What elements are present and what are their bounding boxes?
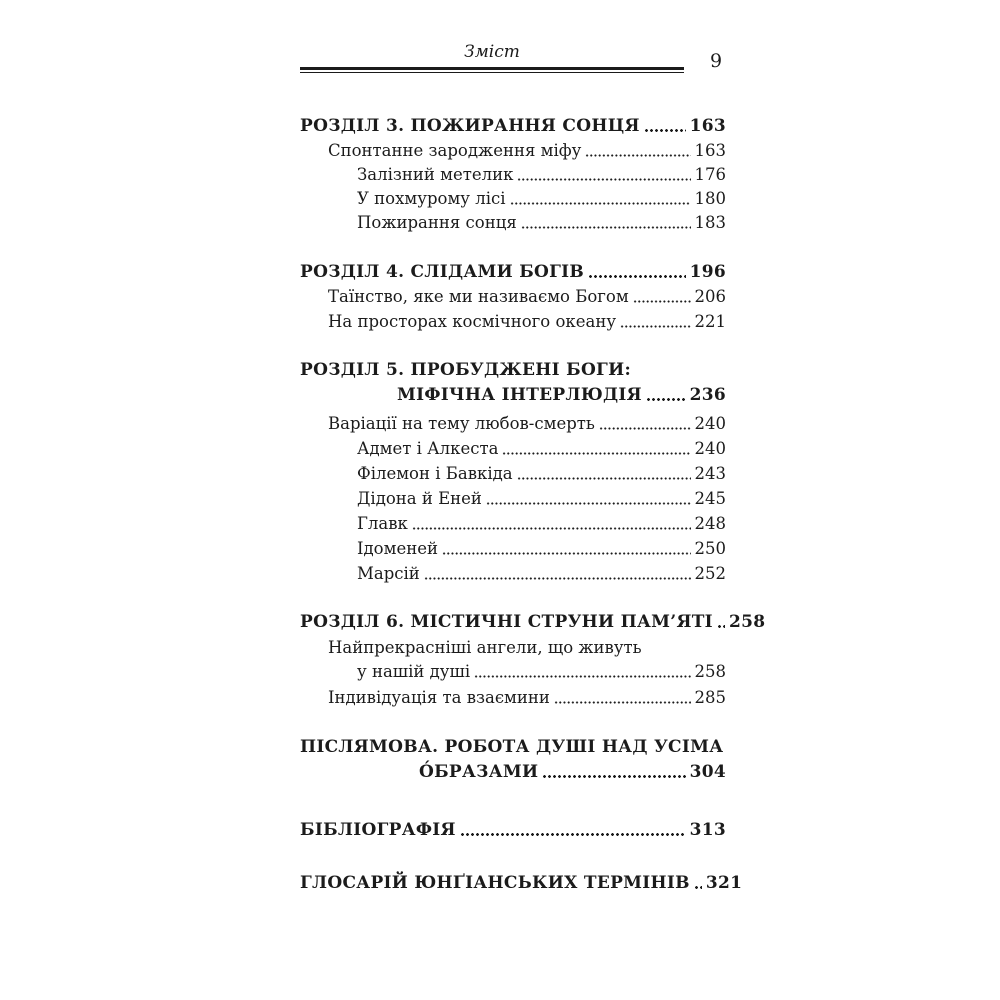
- dot-leader: [517, 178, 690, 181]
- toc-title: Пожирання сонця: [357, 213, 517, 232]
- toc-page: 252: [694, 564, 726, 583]
- toc-page: 240: [694, 439, 726, 458]
- dot-leader: [633, 300, 691, 303]
- toc-page: 183: [694, 213, 726, 232]
- toc-subsection-admetus[interactable]: [357, 437, 726, 461]
- toc-page: 196: [689, 262, 726, 282]
- toc-title: Дідона й Еней: [357, 489, 482, 508]
- toc-title: РОЗДІЛ 4. СЛІДАМИ БОГІВ: [300, 262, 585, 282]
- toc-afterword-line1[interactable]: ПІСЛЯМОВА. РОБОТА ДУШІ НАД УСІМА: [300, 737, 724, 757]
- toc-title: Ідоменей: [357, 539, 438, 558]
- toc-section-angels[interactable]: [357, 660, 726, 684]
- toc-section-individuation[interactable]: [328, 686, 726, 710]
- toc-subsection-devouring-sun[interactable]: [357, 211, 726, 235]
- toc-page: 258: [728, 612, 766, 632]
- toc-title: РОЗДІЛ 3. ПОЖИРАННЯ СОНЦЯ: [300, 116, 640, 136]
- dot-leader: [588, 275, 686, 278]
- book-page: [300, 0, 766, 1000]
- toc-section-mystery-god[interactable]: [328, 285, 726, 309]
- toc-page: 321: [705, 873, 743, 893]
- toc-bibliography[interactable]: [300, 818, 726, 842]
- toc-page: 245: [694, 489, 726, 508]
- toc-chapter-5[interactable]: [397, 383, 726, 407]
- toc-page: 240: [694, 414, 726, 433]
- dot-leader: [644, 129, 686, 132]
- toc-title: БІБЛІОГРАФІЯ: [300, 820, 456, 840]
- dot-leader: [646, 398, 686, 401]
- toc-title: Главк: [357, 514, 408, 533]
- toc-title: Таїнство, яке ми називаємо Богом: [328, 287, 629, 306]
- dot-leader: [599, 427, 691, 430]
- toc-page: 285: [694, 688, 726, 707]
- toc-title: Марсій: [357, 564, 420, 583]
- toc-section-myth-origin[interactable]: [328, 139, 726, 163]
- toc-chapter-6[interactable]: [300, 610, 766, 634]
- toc-section-love-death[interactable]: [328, 412, 726, 436]
- dot-leader: [585, 154, 690, 157]
- toc-title: Залізний метелик: [357, 165, 514, 184]
- dot-leader: [486, 502, 691, 505]
- toc-title: РОЗДІЛ 6. МІСТИЧНІ СТРУНИ ПАМ’ЯТІ: [300, 612, 713, 632]
- dot-leader: [717, 625, 725, 628]
- toc-subsection-iron-butterfly[interactable]: [357, 163, 726, 187]
- dot-leader: [460, 833, 686, 836]
- dot-leader: [424, 577, 691, 580]
- toc-title: Варіації на тему любов-смерть: [328, 414, 595, 433]
- toc-page: 313: [689, 820, 726, 840]
- toc-page: 258: [694, 662, 726, 681]
- toc-page: 163: [689, 116, 726, 136]
- toc-subsection-dido[interactable]: [357, 487, 726, 511]
- toc-chapter-5-line1[interactable]: РОЗДІЛ 5. ПРОБУДЖЕНІ БОГИ:: [300, 360, 632, 380]
- toc-page: 243: [694, 464, 726, 483]
- toc-page: 304: [689, 762, 726, 782]
- header-rule-thin: [300, 72, 684, 73]
- page-number: 9: [710, 50, 723, 72]
- toc-glossary[interactable]: [300, 871, 743, 895]
- toc-subsection-gloomy-forest[interactable]: [357, 187, 726, 211]
- toc-title: Спонтанне зародження міфу: [328, 141, 582, 160]
- dot-leader: [442, 552, 691, 555]
- toc-subsection-idomeneus[interactable]: [357, 537, 726, 561]
- toc-subsection-marsyas[interactable]: [357, 562, 726, 586]
- dot-leader: [517, 477, 691, 480]
- toc-title: У похмурому лісі: [357, 189, 506, 208]
- toc-page: 206: [694, 287, 726, 306]
- toc-section-cosmic-ocean[interactable]: [328, 310, 726, 334]
- toc-subsection-philemon[interactable]: [357, 462, 726, 486]
- toc-subsection-glaucus[interactable]: [357, 512, 726, 536]
- toc-title: Філемон і Бавкіда: [357, 464, 513, 483]
- dot-leader: [521, 226, 691, 229]
- dot-leader: [502, 452, 690, 455]
- toc-title: О́БРАЗАМИ: [419, 762, 539, 782]
- toc-afterword[interactable]: [419, 760, 726, 784]
- dot-leader: [510, 202, 691, 205]
- dot-leader: [474, 675, 690, 678]
- toc-title: ГЛОСАРІЙ ЮНҐІАНСЬКИХ ТЕРМІНІВ: [300, 873, 690, 893]
- toc-page: 248: [694, 514, 726, 533]
- toc-title: Індивідуація та взаємини: [328, 688, 550, 707]
- toc-page: 236: [689, 385, 726, 405]
- dot-leader: [694, 886, 702, 889]
- toc-page: 163: [694, 141, 726, 160]
- toc-title: На просторах космічного океану: [328, 312, 617, 331]
- toc-page: 250: [694, 539, 726, 558]
- header-rule-thick: [300, 67, 684, 70]
- toc-page: 176: [694, 165, 726, 184]
- dot-leader: [554, 701, 691, 704]
- toc-page: 221: [694, 312, 726, 331]
- toc-chapter-3[interactable]: [300, 114, 726, 138]
- dot-leader: [542, 775, 685, 778]
- toc-title: Адмет і Алкеста: [357, 439, 499, 458]
- running-head: Зміст: [464, 42, 520, 62]
- toc-title: МІФІЧНА ІНТЕРЛЮДІЯ: [397, 385, 642, 405]
- toc-page: 180: [694, 189, 726, 208]
- toc-section-angels-line1[interactable]: Найпрекрасніші ангели, що живуть: [328, 638, 642, 657]
- toc-title: у нашій душі: [357, 662, 471, 681]
- dot-leader: [620, 325, 690, 328]
- toc-chapter-4[interactable]: [300, 260, 726, 284]
- dot-leader: [412, 527, 691, 530]
